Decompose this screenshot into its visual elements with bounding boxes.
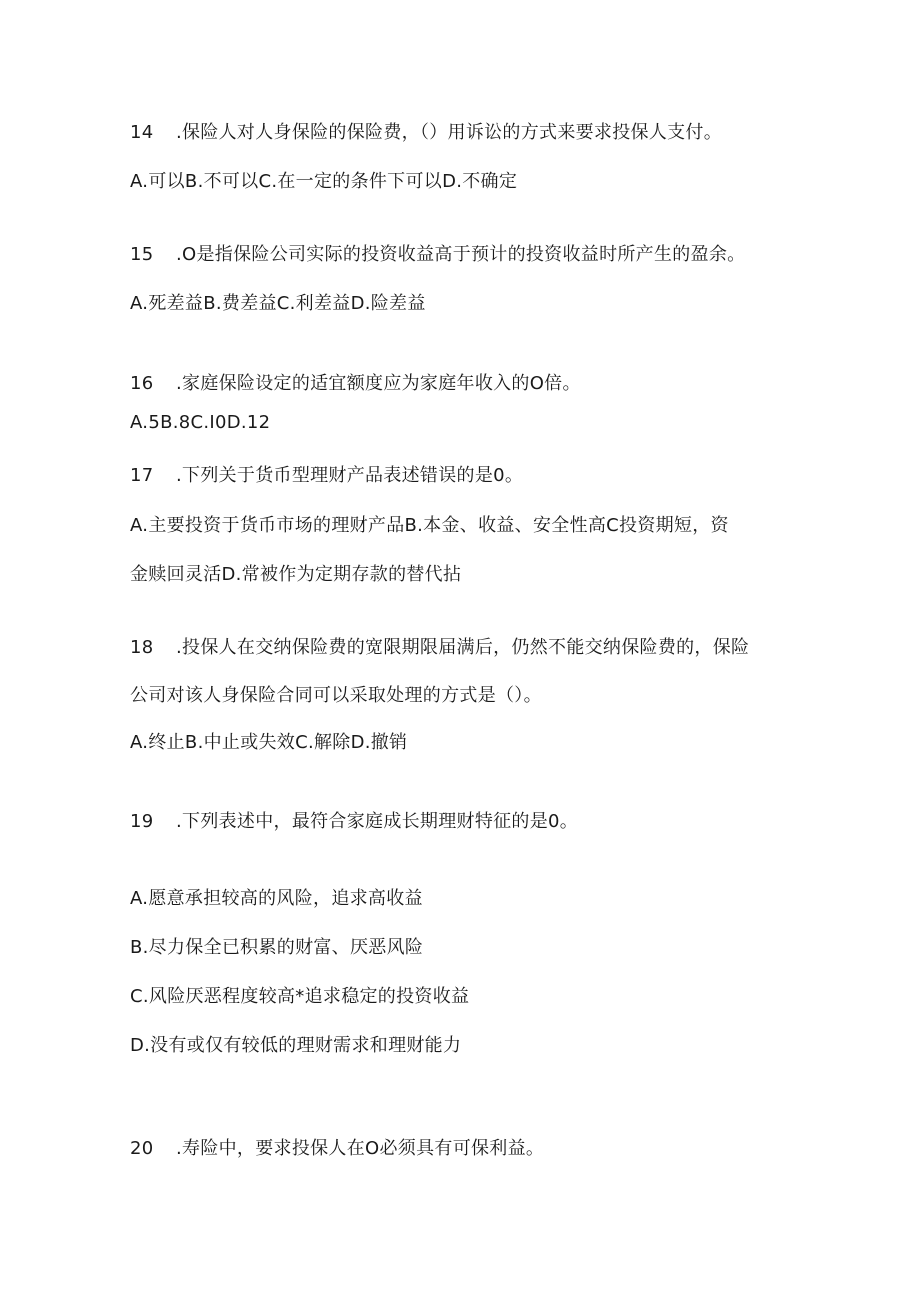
question-number: 19 [130,811,154,832]
question-19-option-b: B.尽力保全已积累的财富、厌恶风险 [130,937,424,958]
question-text: .下列关于货币型理财产品表述错误的是0。 [176,465,524,486]
question-14-options: A.可以B.不可以C.在一定的条件下可以D.不确定 [130,171,518,192]
question-text: .家庭保险设定的适宜额度应为家庭年收入的O倍。 [176,373,581,394]
question-text: .保险人对人身保险的保险费，（）用诉讼的方式来要求投保人支付。 [176,122,723,143]
question-17-options-line-1: A.主要投资于货币市场的理财产品B.本金、收益、安全性高C投资期短，资 [130,515,729,536]
question-number: 14 [130,122,154,143]
question-15-options: A.死差益B.费差益C.利差益D.险差益 [130,293,426,314]
question-number: 20 [130,1138,154,1159]
question-15 [130,243,746,267]
question-number: 17 [130,465,154,486]
question-text: .投保人在交纳保险费的宽限期限届满后，仍然不能交纳保险费的，保险 [176,637,750,658]
question-text: .下列表述中，最符合家庭成长期理财特征的是0。 [176,811,579,832]
question-19-option-d: D.没有或仅有较低的理财需求和理财能力 [130,1035,462,1056]
question-19-option-c: C.风险厌恶程度较高*追求稳定的投资收益 [130,986,470,1007]
question-number: 15 [130,244,154,265]
question-19-option-a: A.愿意承担较高的风险，追求高收益 [130,888,423,909]
question-16-options: A.5B.8C.I0D.12 [130,412,271,433]
question-number: 18 [130,637,154,658]
question-20 [130,1137,544,1161]
question-14 [130,121,722,145]
question-18-options: A.终止B.中止或失效C.解除D.撤销 [130,732,408,753]
question-number: 16 [130,373,154,394]
question-18-continued: 公司对该人身保险合同可以采取处理的方式是（）。 [130,685,542,706]
question-text: .寿险中，要求投保人在O必须具有可保利益。 [176,1138,545,1159]
question-text: .O是指保险公司实际的投资收益高于预计的投资收益时所产生的盈余。 [176,244,746,265]
question-16 [130,372,581,396]
question-17 [130,464,523,488]
question-18 [130,636,749,660]
question-17-options-line-2: 金赎回灵活D.常被作为定期存款的替代拈 [130,564,462,585]
question-19 [130,810,578,834]
